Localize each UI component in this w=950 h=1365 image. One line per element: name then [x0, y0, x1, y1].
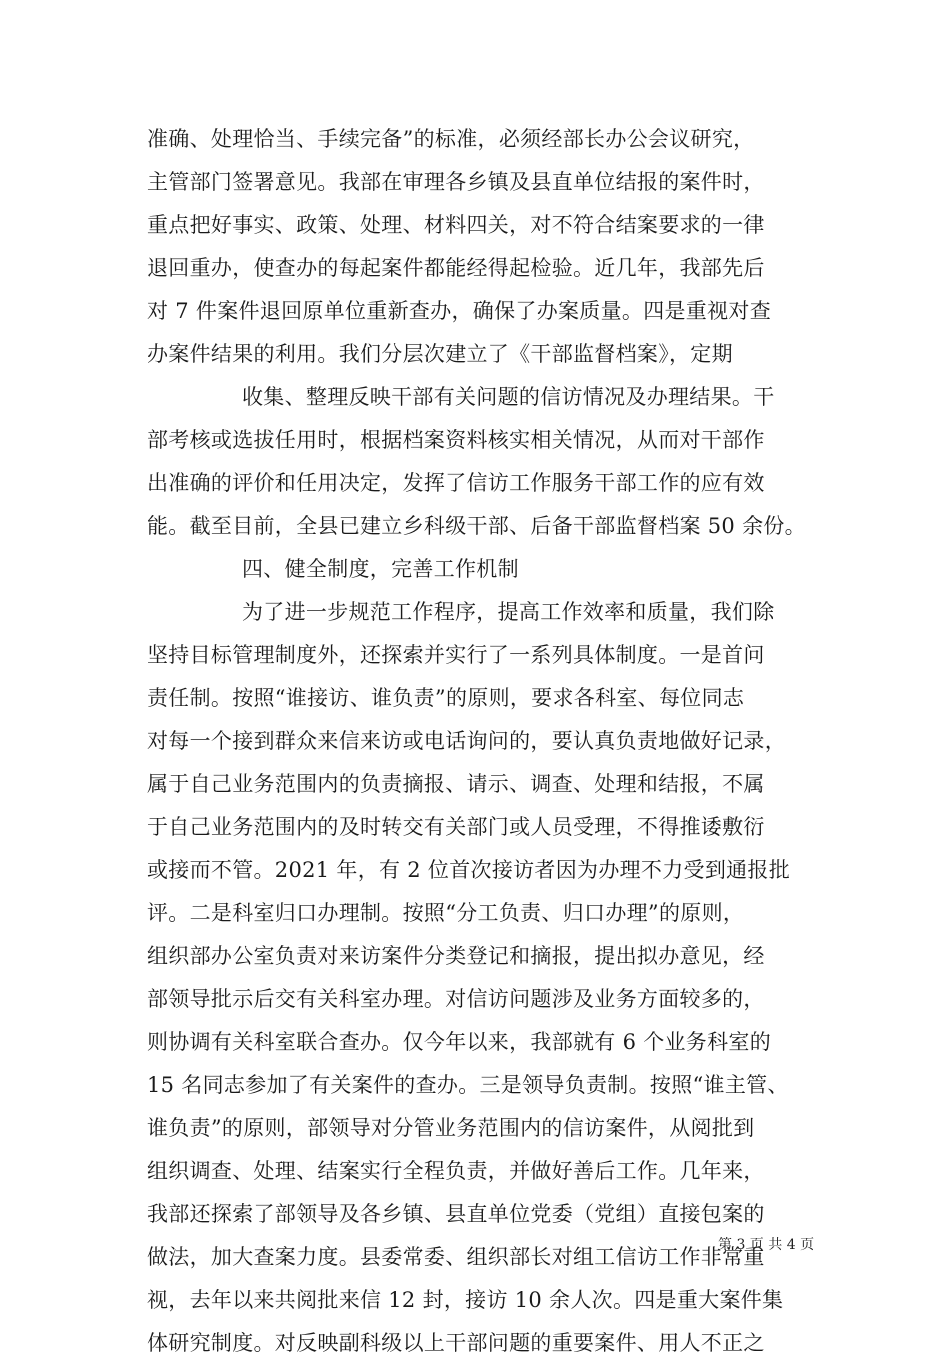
- text-line: 能。截至目前，全县已建立乡科级干部、后备干部监督档案 50 余份。: [147, 514, 806, 538]
- text-line: 属于自己业务范围内的负责摘报、请示、调查、处理和结报，不属: [147, 772, 765, 796]
- text-line: 责任制。按照“谁接访、谁负责”的原则，要求各科室、每位同志: [147, 686, 745, 710]
- text-line: 坚持目标管理制度外，还探索并实行了一系列具体制度。一是首问: [147, 643, 765, 667]
- text-line: 谁负责”的原则，部领导对分管业务范围内的信访案件，从阅批到: [147, 1116, 755, 1140]
- text-line: 视，去年以来共阅批来信 12 封，接访 10 余人次。四是重大案件集: [147, 1288, 784, 1312]
- text-line: 或接而不管。2021 年，有 2 位首次接访者因为办理不力受到通报批: [147, 858, 791, 882]
- text-line: 做法，加大查案力度。县委常委、组织部长对组工信访工作非常重: [147, 1245, 765, 1269]
- text-line: 则协调有关科室联合查办。仅今年以来，我部就有 6 个业务科室的: [147, 1030, 772, 1054]
- section-heading: 四、健全制度，完善工作机制: [242, 557, 519, 581]
- text-line: 对每一个接到群众来信来访或电话询问的，要认真负责地做好记录，: [147, 729, 786, 753]
- text-line: 出准确的评价和任用决定，发挥了信访工作服务干部工作的应有效: [147, 471, 765, 495]
- text-line: 主管部门签署意见。我部在审理各乡镇及县直单位结报的案件时，: [147, 170, 765, 194]
- text-line: 我部还探索了部领导及各乡镇、县直单位党委（党组）直接包案的: [147, 1202, 765, 1226]
- text-line: 退回重办，使查办的每起案件都能经得起检验。近几年，我部先后: [147, 256, 765, 280]
- text-line: 部领导批示后交有关科室办理。对信访问题涉及业务方面较多的，: [147, 987, 765, 1011]
- text-line: 组织调查、处理、结案实行全程负责，并做好善后工作。几年来，: [147, 1159, 765, 1183]
- text-line-indented: 收集、整理反映干部有关问题的信访情况及办理结果。干: [242, 385, 775, 409]
- text-line: 对 7 件案件退回原单位重新查办，确保了办案质量。四是重视对查: [147, 299, 772, 323]
- body-text: [147, 118, 815, 1365]
- text-line: 评。二是科室归口办理制。按照“分工负责、归口办理”的原则，: [147, 901, 745, 925]
- text-line: 体研究制度。对反映副科级以上干部问题的重要案件、用人不正之: [147, 1331, 765, 1355]
- text-line: 办案件结果的利用。我们分层次建立了《干部监督档案》，定期: [147, 342, 733, 366]
- text-line: 15 名同志参加了有关案件的查办。三是领导负责制。按照“谁主管、: [147, 1073, 789, 1097]
- text-line-indented: 为了进一步规范工作程序，提高工作效率和质量，我们除: [242, 600, 775, 624]
- text-line: 组织部办公室负责对来访案件分类登记和摘报，提出拟办意见，经: [147, 944, 765, 968]
- text-line: 重点把好事实、政策、处理、材料四关，对不符合结案要求的一律: [147, 213, 765, 237]
- text-line: 准确、处理恰当、手续完备”的标准，必须经部长办公会议研究，: [147, 127, 755, 151]
- text-line: 部考核或选拔任用时，根据档案资料核实相关情况，从而对干部作: [147, 428, 765, 452]
- text-line: 于自己业务范围内的及时转交有关部门或人员受理，不得推诿敷衍: [147, 815, 765, 839]
- page-number: 第 3 页 共 4 页: [718, 1237, 815, 1253]
